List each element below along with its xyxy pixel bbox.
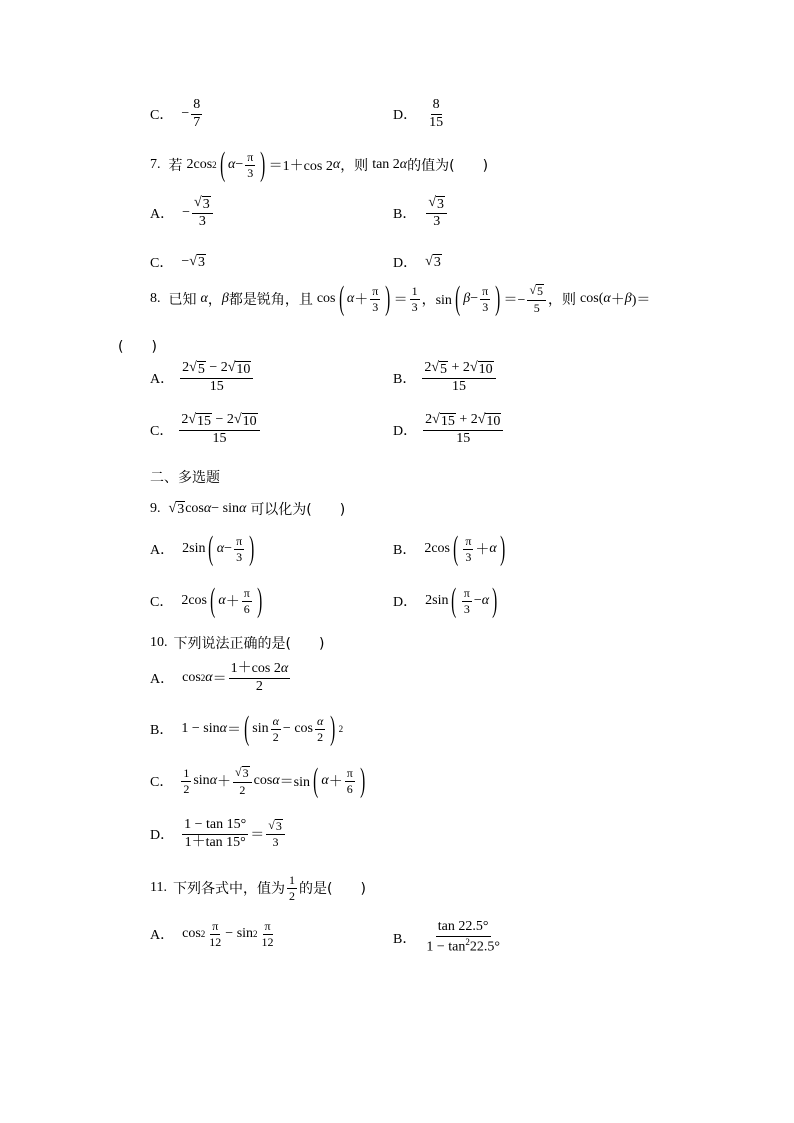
option-label: D． — [393, 256, 418, 271]
formula: $\frac{\tan 22.5^\circ}{1 - \tan^222.5^\circ}$ — [426, 919, 500, 955]
option-label: B． — [393, 372, 417, 388]
q9-option-c — [150, 582, 265, 619]
q8-option-c — [150, 413, 262, 447]
q7-option-a — [150, 196, 215, 230]
option-label: C． — [150, 775, 174, 791]
option-d-prev — [393, 98, 447, 130]
fraction: 2√ 5 + 2√ 10 15 — [422, 361, 495, 395]
formula: α ， β — [200, 291, 229, 309]
question-9 — [150, 499, 345, 519]
question-text: 下列说法正确的是( ) — [173, 636, 325, 652]
formula: 2cos ( α ＋ $\frac{\pi}{6}$ ) — [181, 582, 262, 619]
question-10 — [150, 633, 324, 653]
q10-option-b — [150, 710, 344, 747]
option-label: B． — [393, 931, 417, 947]
q11-option-a — [150, 920, 278, 948]
fraction: 2√ 5 − 2√ 10 15 — [180, 361, 253, 395]
denominator: 15 — [429, 114, 444, 130]
question-text: 若 — [168, 158, 183, 175]
option-label: C． — [150, 256, 174, 271]
option-label: D． — [393, 108, 418, 124]
option-label: B． — [393, 207, 417, 223]
section-title: 二、多选题 — [150, 470, 220, 486]
question-number: 10. — [150, 635, 168, 650]
q11-option-b — [393, 920, 504, 955]
q10-option-a — [150, 662, 292, 694]
q8-answer-paren — [118, 336, 157, 356]
formula: $\frac{1}{2}$ sin α ＋ √ 3 2 cos α ＝sin ( α ＋ $\frac{\pi}{6}$ ) — [183, 762, 365, 799]
option-label: B． — [393, 543, 417, 559]
minus-sign: − — [181, 106, 190, 122]
formula: √ 3 3 — [424, 196, 449, 230]
q10-option-d — [150, 818, 287, 850]
formula: 1 − sin α ＝ ( sin $\frac{\alpha}{2}$ − cos $\frac{\alpha}{2}$ ) 2 — [181, 710, 344, 747]
formula: $\frac{1 - \tan 15^\circ}{1+\tan 15^\circ}$ ＝ √ 3 3 — [180, 818, 287, 850]
question-text: 都是锐角，且 — [228, 292, 313, 309]
option-label: B． — [150, 723, 174, 739]
q7-option-c — [150, 252, 206, 272]
q10-option-c — [150, 762, 368, 799]
q7-option-b — [393, 196, 449, 230]
fraction: 2√ 15 − 2√ 10 15 — [179, 413, 259, 447]
formula: 2sin ( $\frac{\pi}{3}$ − α ) — [425, 582, 498, 619]
option-label: C． — [150, 595, 174, 611]
question-text: 已知 — [168, 292, 197, 309]
section-heading — [150, 467, 220, 487]
question-text: 下列各式中，值为 — [172, 881, 285, 898]
formula: − √ 3 — [181, 253, 205, 270]
formula: 2cos 2 ( α − $\frac{\pi}{3}$ ) ＝1＋cos 2 α — [186, 146, 341, 183]
fraction: 2√ 15 + 2√ 10 15 — [423, 413, 503, 447]
option-c-prev — [150, 98, 204, 130]
numerator: 8 — [191, 98, 202, 115]
formula: 2sin ( α − $\frac{\pi}{3}$ ) — [182, 530, 255, 567]
question-8 — [150, 280, 651, 317]
formula: cos( α ＋ β )＝ — [580, 291, 651, 309]
q8-option-b — [393, 361, 498, 395]
question-text: 的值为( ) — [407, 158, 489, 175]
option-label: C． — [150, 424, 174, 440]
formula: − √ 3 3 — [182, 196, 215, 230]
option-label: A． — [150, 207, 175, 223]
q8-option-a — [150, 361, 255, 395]
formula: cos 2 $\frac{\pi}{12}$ − sin 2 $\frac{\pi}{12}$ — [182, 919, 274, 949]
fraction: $\frac{1}{2}$ — [288, 873, 295, 903]
q8-option-d — [393, 413, 505, 447]
formula: tan 2 α — [372, 157, 408, 173]
fraction — [191, 98, 202, 130]
formula: cos 2 α ＝ $\frac{1+\cos 2\alpha}{2}$ — [182, 661, 289, 694]
q9-option-d — [393, 582, 500, 619]
option-label: A． — [150, 672, 175, 688]
option-label: D． — [393, 424, 418, 440]
numerator: 8 — [431, 98, 442, 115]
option-label: A． — [150, 928, 175, 944]
question-number: 9. — [150, 501, 161, 516]
fraction — [427, 98, 445, 130]
formula: √ 3 cos α − sin α — [168, 500, 247, 517]
question-7 — [150, 146, 489, 183]
answer-blank: ( ) — [118, 339, 157, 355]
option-label: A． — [150, 543, 175, 559]
formula: cos ( α ＋ $\frac{\pi}{3}$ ) ＝ $\frac{1}{3}$ ，sin ( β − $\frac{\pi}{3}$ ) ＝− √ 5 5 — [317, 284, 548, 315]
q9-option-a — [150, 530, 257, 567]
denominator: 7 — [193, 114, 201, 130]
question-number: 8. — [150, 291, 161, 307]
question-number: 7. — [150, 157, 161, 173]
formula: 2cos ( $\frac{\pi}{3}$ ＋ α ) — [424, 530, 505, 567]
question-text: ，则 — [548, 292, 577, 309]
question-text: ，则 — [340, 158, 369, 175]
question-text: 的是( ) — [298, 881, 366, 898]
option-label: A． — [150, 372, 175, 388]
option-label: D． — [393, 595, 418, 611]
question-text: 可以化为( ) — [250, 502, 346, 518]
option-label: D． — [150, 828, 175, 844]
q7-option-d — [393, 252, 442, 272]
question-number: 11. — [150, 880, 167, 896]
question-11 — [150, 874, 366, 902]
option-label: C． — [150, 108, 174, 124]
formula: √ 3 — [425, 253, 441, 270]
q9-option-b — [393, 530, 508, 567]
